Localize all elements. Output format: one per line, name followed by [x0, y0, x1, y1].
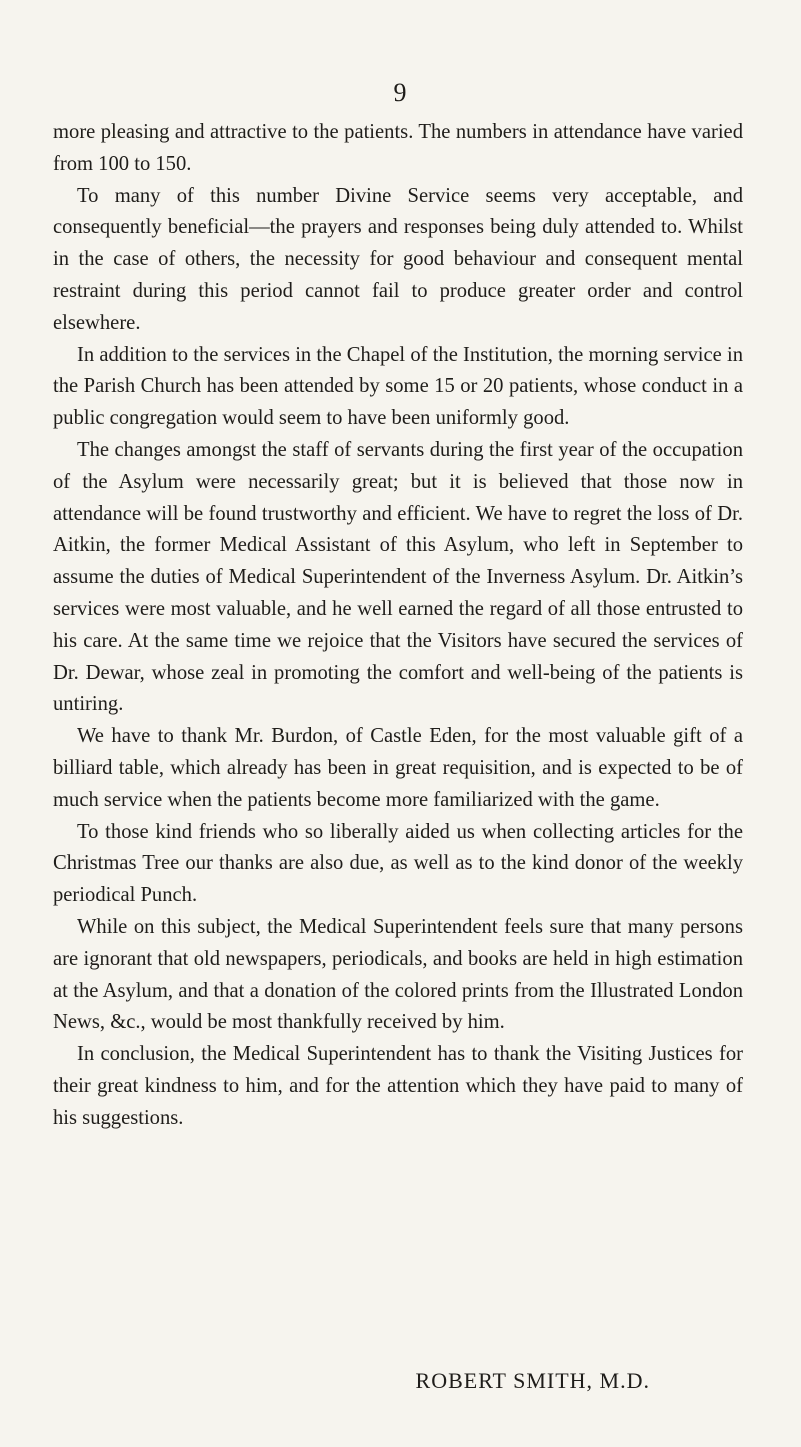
paragraph-conclusion: In conclusion, the Medical Superintendent has to thank the Visiting Justices for their great kindness to him, and for the attention which they have paid to many of his suggestions. — [53, 1043, 743, 1129]
signature: ROBERT SMITH, M.D. — [415, 1368, 650, 1393]
paragraph-billiard-table: We have to thank Mr. Burdon, of Castle Eden, for the most valuable gift of a billiard table, which already has been in great requisition, and is expected to be of much service when the patients become more familiarized with the game. — [53, 725, 743, 811]
report-body — [53, 117, 743, 1135]
paragraph-parish-church: In addition to the services in the Chapel of the Institution, the morning service in the Parish Church has been attended by some 15 or 20 patients, whose conduct in a public congregation would seem to have been uniformly good. — [53, 343, 743, 430]
paragraph-christmas-tree: To those kind friends who so liberally aided us when collecting articles for the Christmas Tree our thanks are also due, as well as to the kind donor of the weekly periodical Punch. — [53, 820, 743, 907]
paragraph-divine-service: To many of this number Divine Service seems very acceptable, and consequently beneficial—the prayers and responses being duly attended to. Whilst in the case of others, the necessity for good behaviour and consequent mental restraint during this period cannot fail to produce greater order and control elsewhere. — [53, 184, 743, 334]
paragraph-staff-changes: The changes amongst the staff of servants during the first year of the occupation of the Asylum were necessarily great; but it is believed that those now in attendance will be found trustworthy and efficient. We have to regret the loss of Dr. Aitkin, the former Medical Assistant of this Asylum, who left in September to assume the duties of Medical Superintendent of the Inverness Asylum. Dr. Aitkin’s services were most valuable, and he well earned the regard of all those entrusted to his care. At the same time we rejoice that the Visitors have secured the services of Dr. Dewar, whose zeal in promoting the comfort and well-being of the patients is untiring. — [53, 438, 743, 716]
paragraph-attendance: more pleasing and attractive to the patients. The numbers in attendance have varied from 100 to 150. — [53, 121, 743, 175]
paragraph-newspapers: While on this subject, the Medical Superintendent feels sure that many persons are ignorant that old newspapers, periodicals, and books are held in high estimation at the Asylum, and that a donation of the colored prints from the Illustrated London News, &c., would be most thankfully received by him. — [53, 915, 743, 1034]
page-number: 9 — [393, 78, 408, 107]
